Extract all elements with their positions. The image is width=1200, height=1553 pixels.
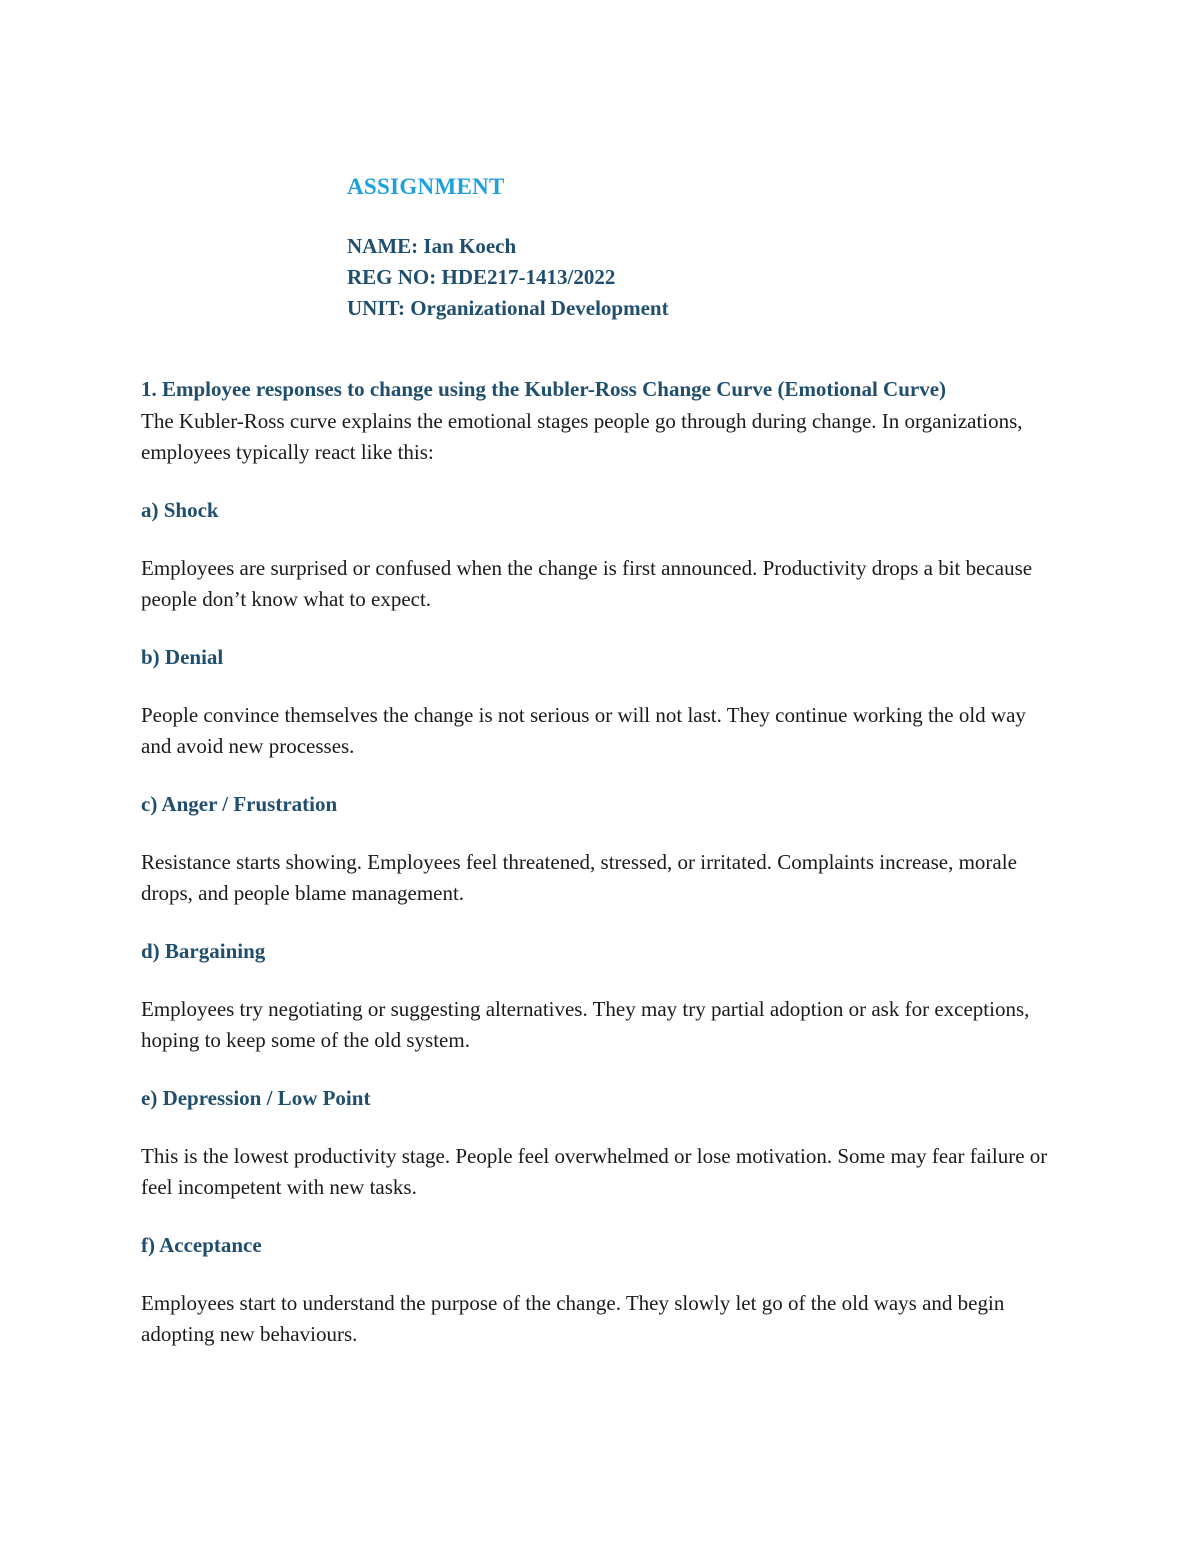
intro-paragraph: The Kubler-Ross curve explains the emotional stages people go through during change. In organizations, employees typically react like this: — [141, 409, 1023, 464]
stage-denial — [141, 642, 1061, 762]
stage-description: Employees try negotiating or suggesting alternatives. They may try partial adoption or ask for exceptions, hoping to keep some of the old system. — [141, 997, 1030, 1052]
stage-description: Resistance starts showing. Employees feel threatened, stressed, or irritated. Complaints increase, morale drops, and people blame management. — [141, 850, 1017, 905]
stage-description: Employees are surprised or confused when the change is first announced. Productivity drops a bit because people don’t know what to expect. — [141, 556, 1033, 611]
stage-heading: c) Anger / Frustration — [141, 792, 338, 816]
document-title: ASSIGNMENT — [347, 174, 505, 199]
stage-heading: b) Denial — [141, 645, 224, 669]
stage-description: People convince themselves the change is not serious or will not last. They continue working the old way and avoid new processes. — [141, 703, 1026, 758]
stage-heading: a) Shock — [141, 498, 219, 522]
stage-heading: f) Acceptance — [141, 1233, 262, 1257]
stage-shock — [141, 495, 1061, 615]
student-details — [347, 231, 669, 324]
header-block — [347, 170, 669, 324]
stage-description: Employees start to understand the purpose of the change. They slowly let go of the old ways and begin adopting new behaviours. — [141, 1291, 1005, 1346]
stage-acceptance — [141, 1230, 1061, 1350]
unit-name: UNIT: Organizational Development — [347, 296, 669, 320]
stage-bargaining — [141, 936, 1061, 1056]
stage-anger — [141, 789, 1061, 909]
stage-depression — [141, 1083, 1061, 1203]
stage-heading: d) Bargaining — [141, 939, 266, 963]
stage-description: This is the lowest productivity stage. People feel overwhelmed or lose motivation. Some may fear failure or feel incompetent with new tasks. — [141, 1144, 1048, 1199]
stage-heading: e) Depression / Low Point — [141, 1086, 371, 1110]
student-name: NAME: Ian Koech — [347, 234, 517, 258]
document-body — [141, 372, 1061, 1350]
question-heading: 1. Employee responses to change using the Kubler-Ross Change Curve (Emotional Curve) — [141, 377, 947, 401]
registration-number: REG NO: HDE217-1413/2022 — [347, 265, 616, 289]
